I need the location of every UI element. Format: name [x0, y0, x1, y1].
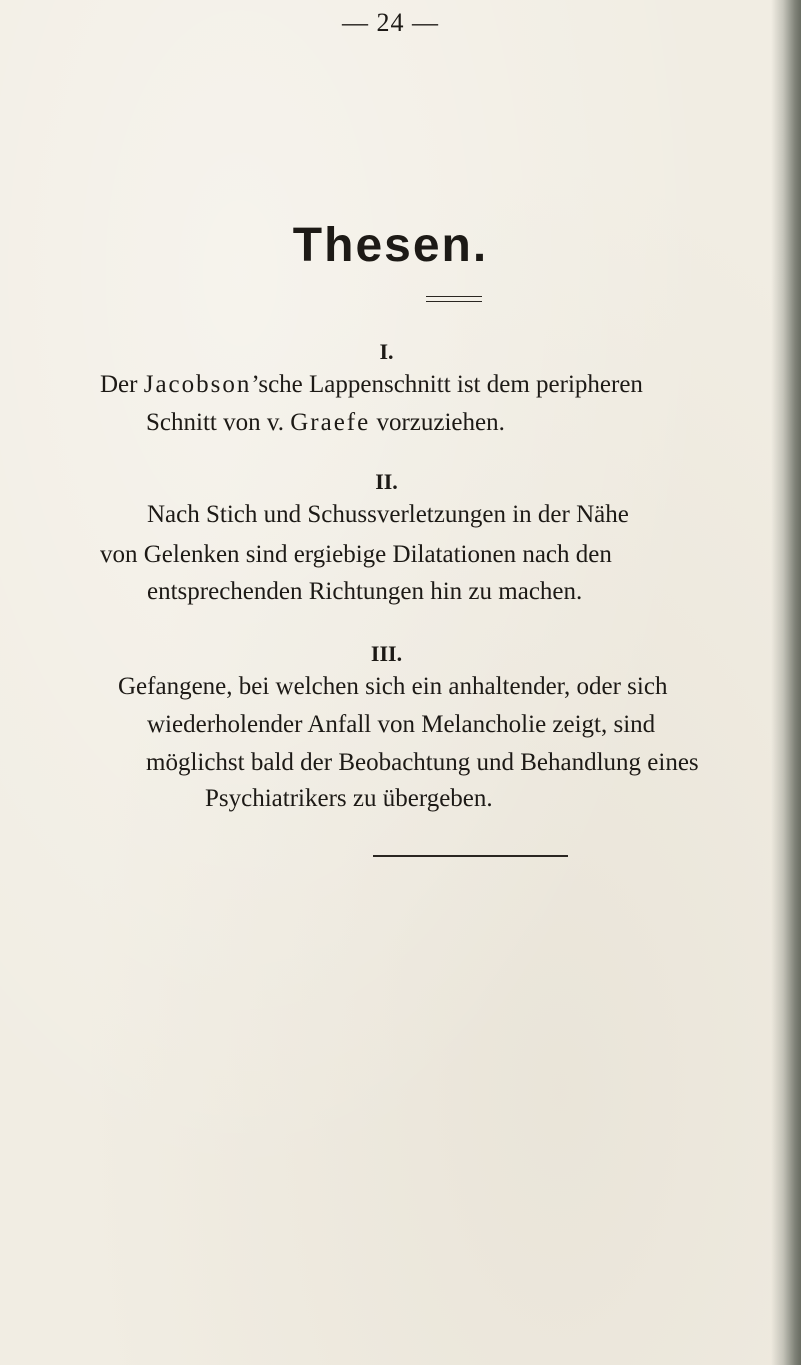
thesis-2-line-2: von Gelenken sind ergiebige Dilatationen nach den — [100, 541, 612, 568]
author-name-jacobson: Jacobson — [143, 371, 252, 398]
page-title: Thesen. — [292, 219, 489, 272]
thesis-3-line-2: wiederholender Anfall von Melancholie zeigt, sind — [147, 711, 656, 738]
thesis-2-line-3: entsprechenden Richtungen hin zu machen. — [147, 578, 583, 605]
thesis-1-line-2-before: Schnitt von v. — [146, 409, 291, 436]
page-edge-shadow — [771, 0, 801, 1365]
thesis-2-line-1: Nach Stich und Schussverletzungen in der Nähe — [147, 501, 629, 528]
thesis-1-line-2-after: vorzuziehen. — [370, 409, 505, 436]
thesis-1-line-1 — [100, 366, 643, 404]
thesis-1-line-1-before: Der — [100, 371, 144, 398]
author-name-graefe: Graefe — [290, 409, 371, 436]
thesis-1-line-1-after: ’sche Lappenschnitt ist dem peripheren — [251, 371, 643, 398]
thesis-3-line-3: möglichst bald der Beobachtung und Behandlung eines — [146, 749, 699, 776]
closing-rule — [373, 855, 568, 857]
title-divider — [426, 296, 482, 302]
thesis-3-line-4: Psychiatrikers zu übergeben. — [205, 785, 493, 812]
thesis-1-number: I. — [379, 339, 394, 364]
thesis-3-line-1: Gefangene, bei welchen sich ein anhaltender, oder sich — [118, 673, 668, 700]
thesis-1-line-2 — [146, 404, 505, 442]
thesis-3-number: III. — [370, 641, 403, 666]
page-number: — 24 — — [342, 8, 439, 37]
thesis-2-number: II. — [375, 469, 398, 494]
